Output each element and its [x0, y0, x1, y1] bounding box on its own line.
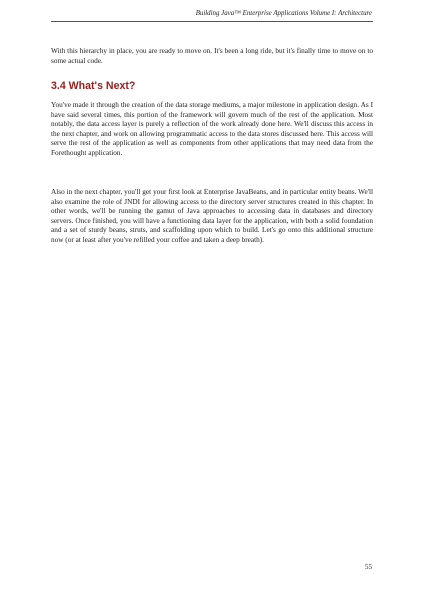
section-heading: 3.4 What's Next?: [51, 80, 136, 92]
body-paragraph-2: Also in the next chapter, you'll get your first look at Enterprise JavaBeans, and in particular entity beans. We'll also examine the role of JNDI for allowing access to the directory server structures created in this chapter. In other words, we'll be running the gamut of Java approaches to accessing data in databases and directory servers. Once finished, you will have a functioning data layer for the application, with both a solid foundation and a set of sturdy beans, struts, and scaffolding upon which to build. Let's go onto this additional structure now (or at least after you've refilled your coffee and taken a deep breath).: [51, 188, 373, 244]
intro-paragraph: With this hierarchy in place, you are ready to move on. It's been a long ride, but it's finally time to move on to some actual code.: [51, 47, 373, 65]
header-divider: [51, 21, 373, 22]
body-paragraph-1: You've made it through the creation of the data storage mediums, a major milestone in application design. As I have said several times, this portion of the framework will govern much of the rest of the application. Most notably, the data access layer is purely a reflection of the work already done here. We'll discuss this access in the next chapter, and work on allowing programmatic access to the data stores discussed here. This access will serve the rest of the application as well as components from other applications that may need data from the Forethought application.: [51, 101, 373, 157]
page-number: 55: [365, 563, 372, 571]
running-header-title: Building Java™ Enterprise Applications Volume I: Architecture: [195, 10, 372, 17]
